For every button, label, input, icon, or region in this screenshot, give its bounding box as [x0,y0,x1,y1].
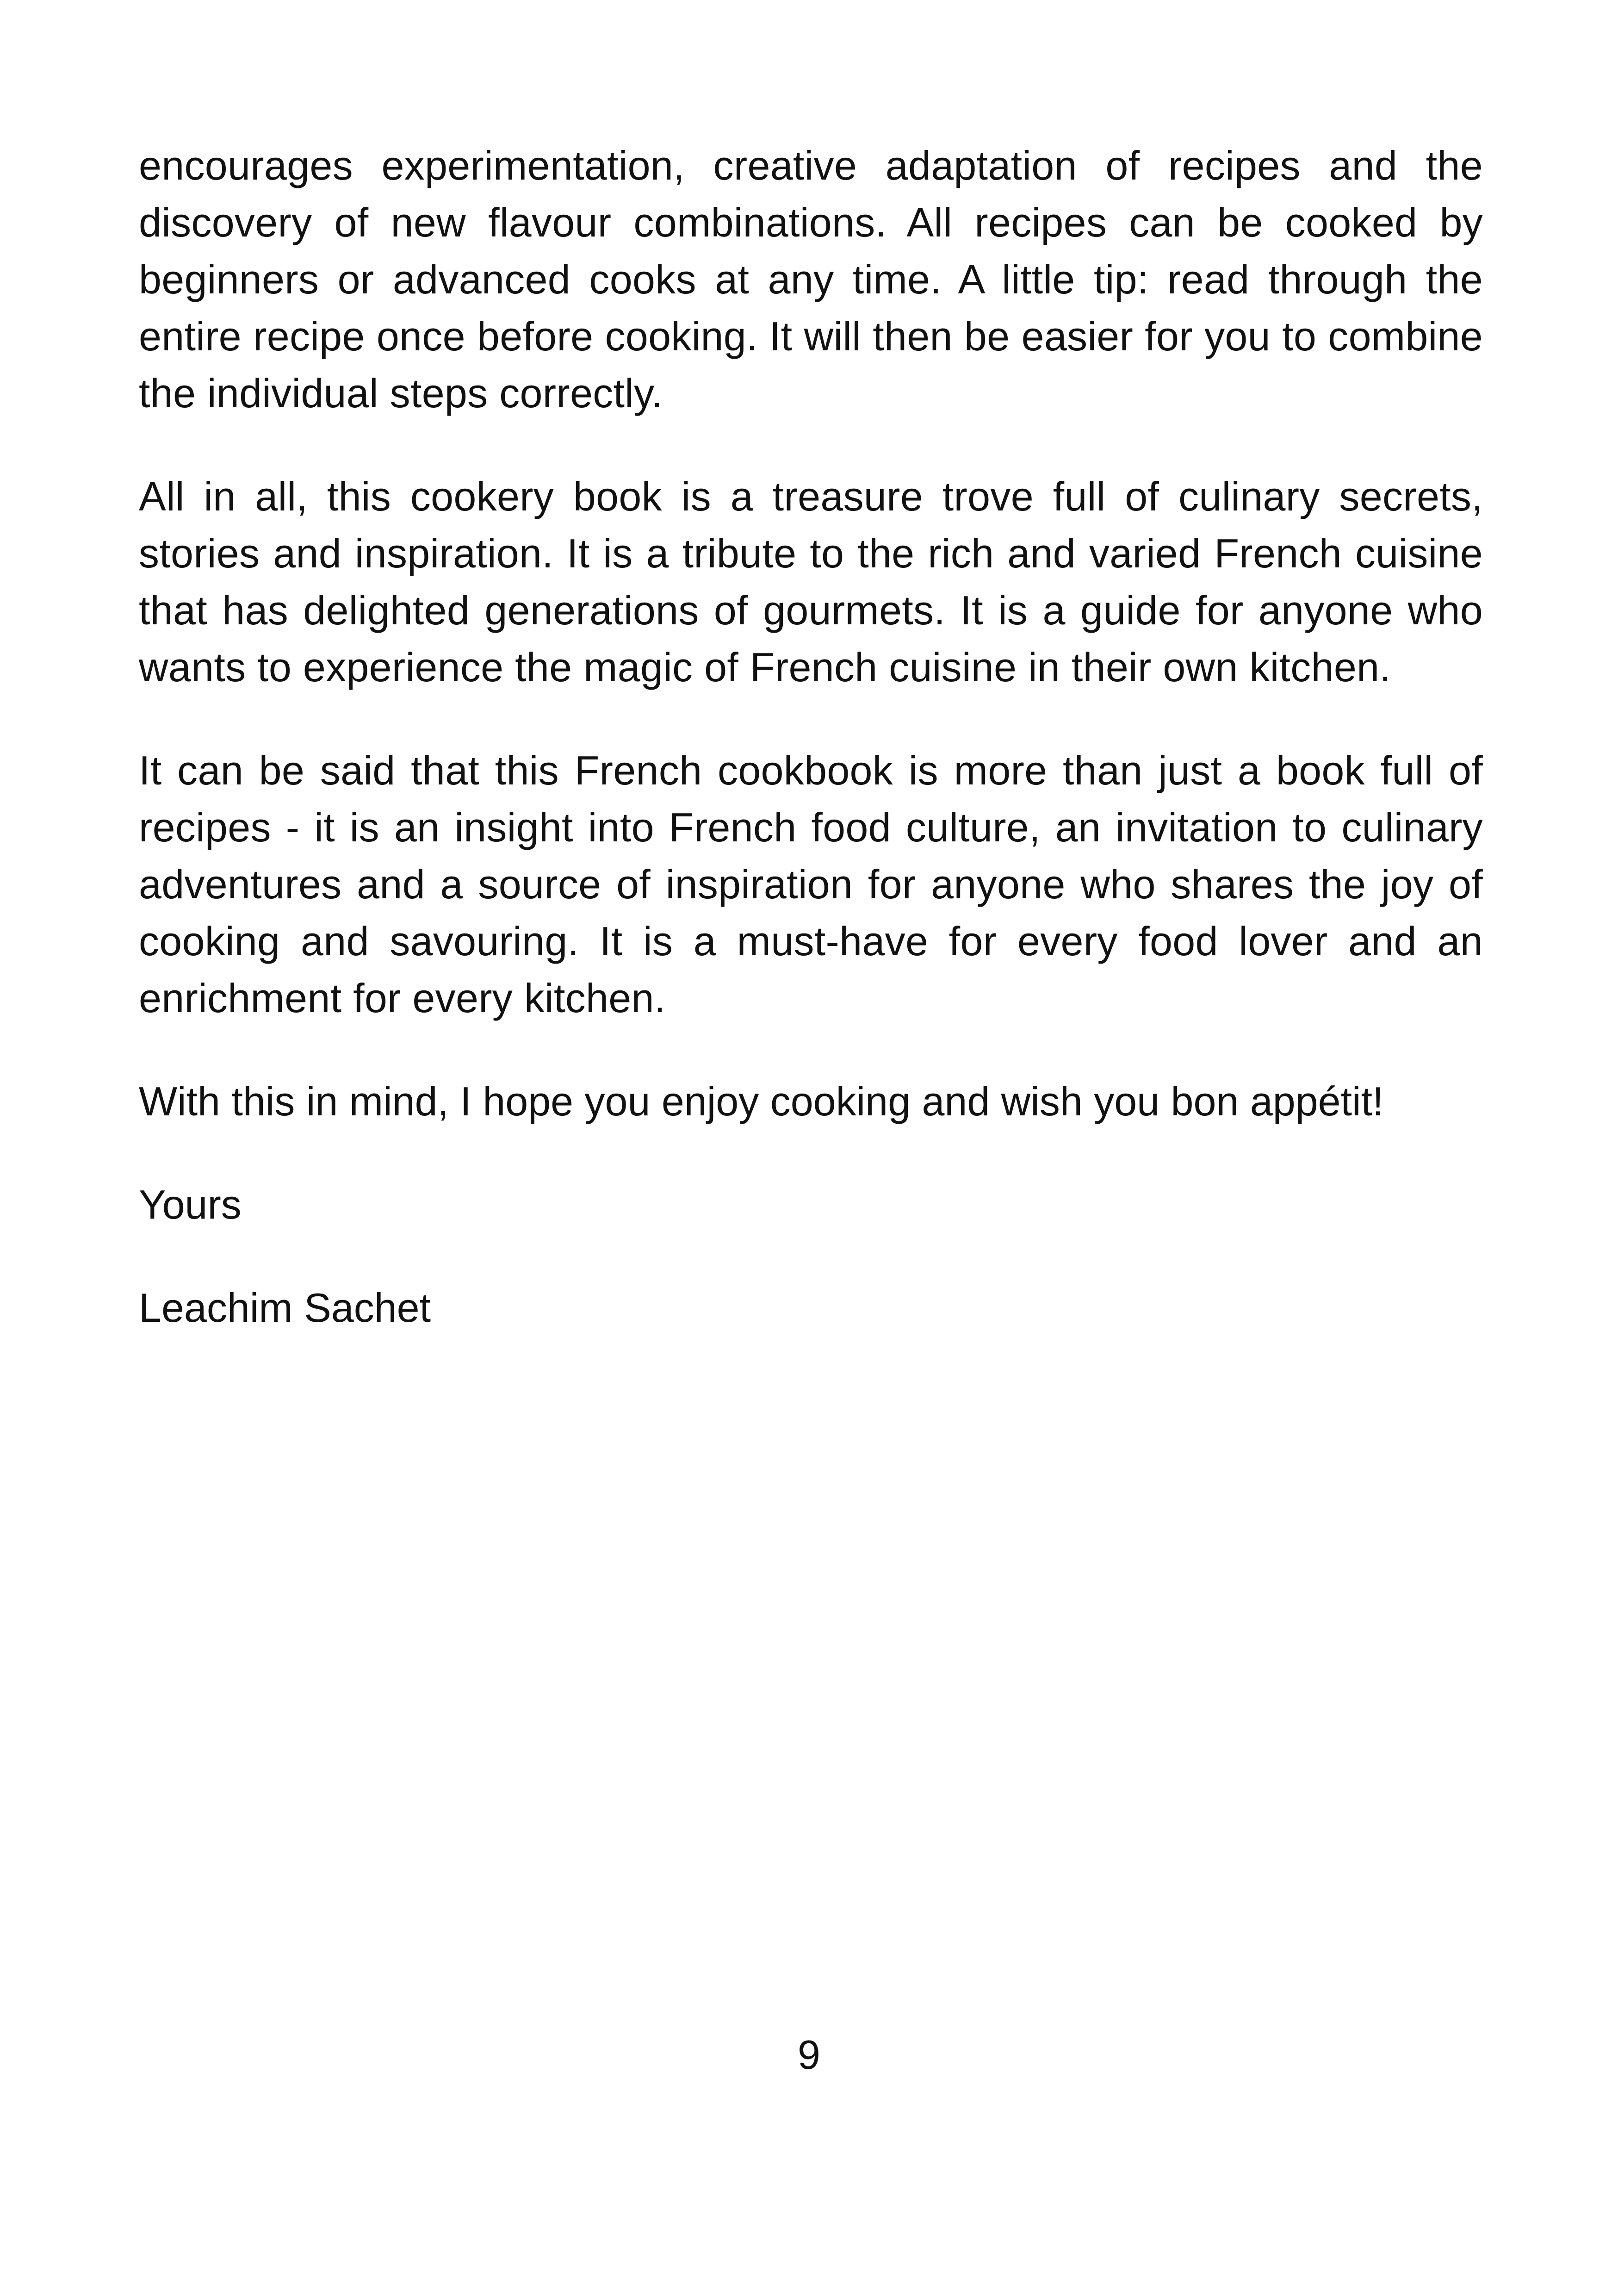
body-text [139,137,1483,1336]
author-signature: Leachim Sachet [139,1285,431,1331]
paragraph-1: encourages experimentation, creative adaptation of recipes and the discovery of new flavour combinations. All recipes can be cooked by beginners or advanced cooks at any time. A little tip: read through the entire recipe once before cooking. It will then be easier for you to combine the individual steps correctly. [139,143,1483,416]
paragraph-3: It can be said that this French cookbook is more than just a book full of recipes - it is an insight into French food culture, an invitation to culinary adventures and a source of inspiration for anyone who shares the joy of cooking and savouring. It is a must-have for every food lover and an enrichment for every kitchen. [139,747,1483,1021]
paragraph-2: All in all, this cookery book is a treasure trove full of culinary secrets, stories and inspiration. It is a tribute to the rich and varied French cuisine that has delighted generations of gourmets. It is a guide for anyone who wants to experience the magic of French cuisine in their own kitchen. [139,473,1483,690]
page-number: 9 [798,2032,820,2078]
valediction: Yours [139,1182,242,1227]
closing-wish: With this in mind, I hope you enjoy cooking and wish you bon appétit! [139,1078,1384,1124]
